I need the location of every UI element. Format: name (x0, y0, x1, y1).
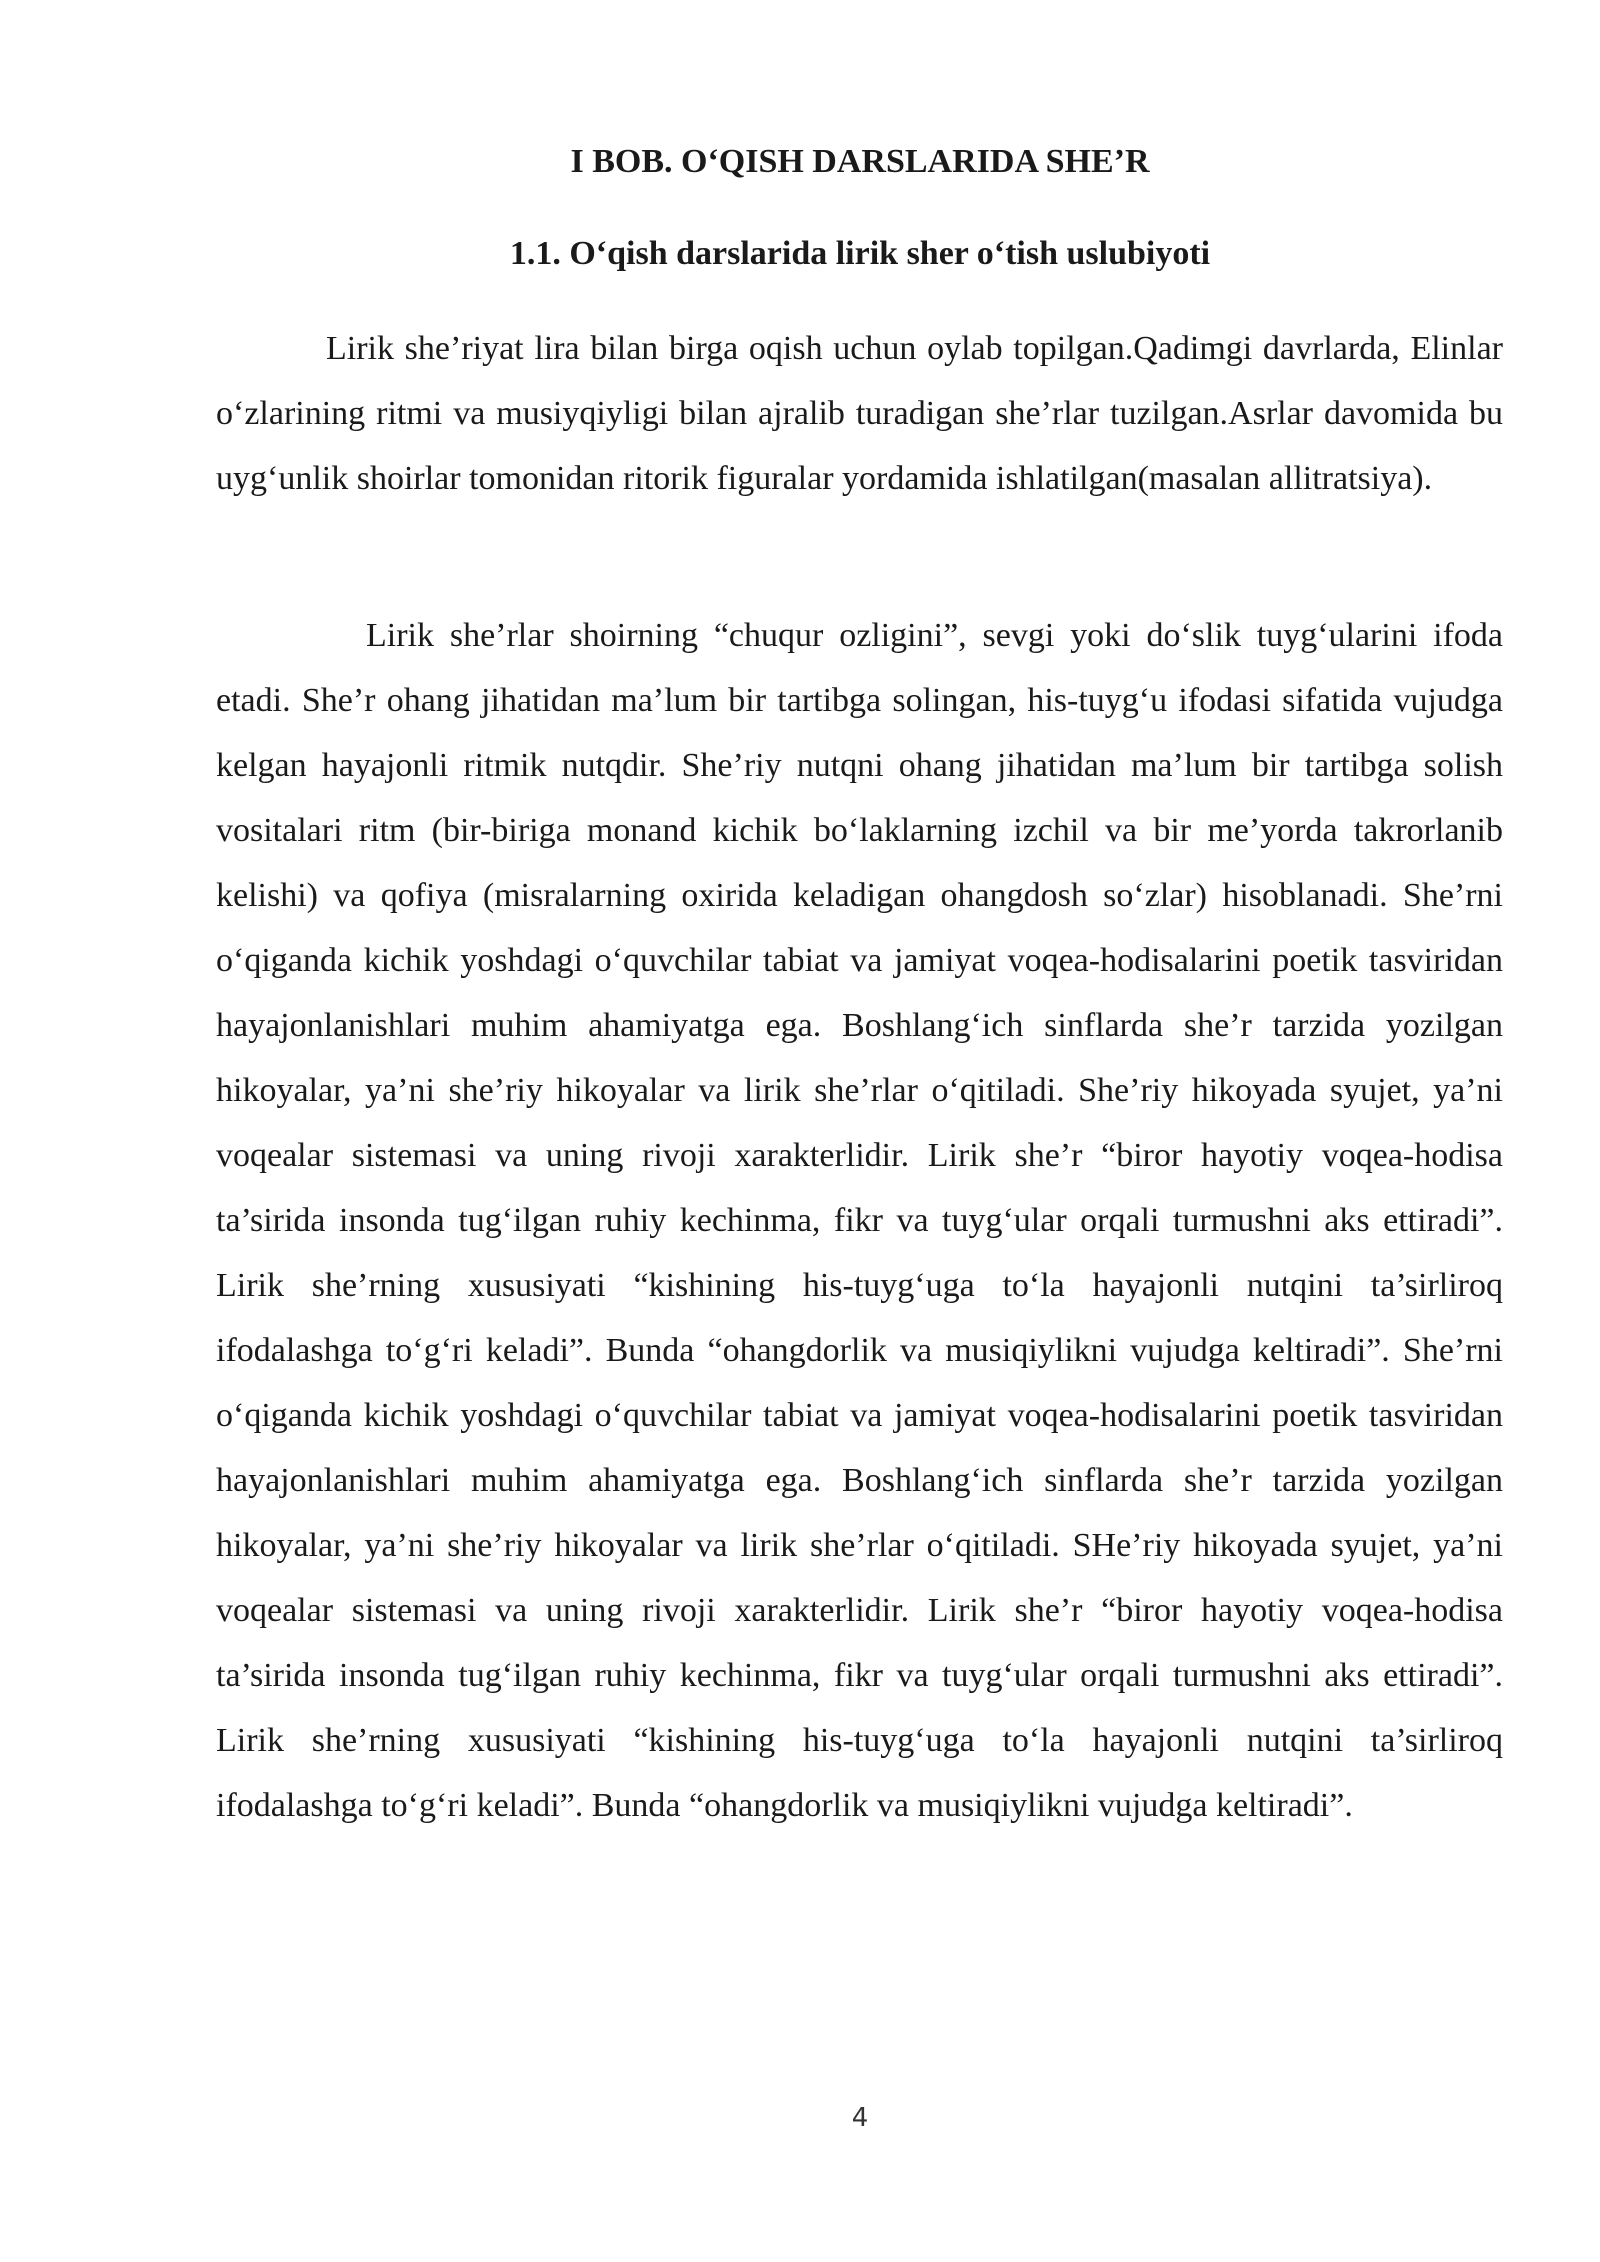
section-title: 1.1. O‘qish darslarida lirik sher o‘tish uslubiyoti (509, 235, 1211, 272)
chapter-title: I BOB. O‘QISH DARSLARIDA SHE’R (570, 143, 1150, 180)
paragraph-2: Lirik she’rlar shoirning “chuqur ozligini”, sevgi yoki do‘slik tuyg‘ularini ifoda etadi. She’r ohang jihatidan ma’lum bir tartibga solingan, his-tuyg‘u ifodasi sifatida vujudga kelgan hayajonli ritmik nutqdir. She’riy nutqni ohang jihatidan ma’lum bir tartibga solish vositalari ritm (bir-biriga monand kichik bo‘laklarning izchil va bir me’yorda takrorlanib kelishi) va qofiya (misralarning oxirida keladigan ohangdosh so‘zlar) hisoblanadi. She’rni o‘qiganda kichik yoshdagi o‘quvchilar tabiat va jamiyat voqea-hodisalarini poetik tasviridan hayajonlanishlari muhim ahamiyatga ega. Boshlang‘ich sinflarda she’r tarzida yozilgan hikoyalar, ya’ni she’riy hikoyalar va lirik she’rlar o‘qitiladi. She’riy hikoyada syujet, ya’ni voqealar sistemasi va uning rivoji xarakterlidir. Lirik she’r “biror hayotiy voqea-hodisa ta’sirida insonda tug‘ilgan ruhiy kechinma, fikr va tuyg‘ular orqali turmushni aks ettiradi”. Lirik she’rning xususiyati “kishining his-tuyg‘uga to‘la hayajonli nutqini ta’sirliroq ifodalashga to‘g‘ri keladi”. Bunda “ohangdorlik va musiqiylikni vujudga keltiradi”. She’rni o‘qiganda kichik yoshdagi o‘quvchilar tabiat va jamiyat voqea-hodisalarini poetik tasviridan hayajonlanishlari muhim ahamiyatga ega. Boshlang‘ich sinflarda she’r tarzida yozilgan hikoyalar, ya’ni she’riy hikoyalar va lirik she’rlar o‘qitiladi. SHe’riy hikoyada syujet, ya’ni voqealar sistemasi va uning rivoji xarakterlidir. Lirik she’r “biror hayotiy voqea-hodisa ta’sirida insonda tug‘ilgan ruhiy kechinma, fikr va tuyg‘ular orqali turmushni aks ettiradi”. Lirik she’rning xususiyati “kishining his-tuyg‘uga to‘la hayajonli nutqini ta’sirliroq ifodalashga to‘g‘ri keladi”. Bunda “ohangdorlik va musiqiylikni vujudga keltiradi”. (216, 617, 1503, 1824)
paragraph-1: Lirik she’riyat lira bilan birga oqish uchun oylab topilgan.Qadimgi davrlarda, Elinlar o‘zlarining ritmi va musiyqiyligi bilan ajralib turadigan she’rlar tuzilgan.Asrlar davomida bu uyg‘unlik shoirlar tomonidan ritorik figuralar yordamida ishlatilgan(masalan allitratsiya). (216, 330, 1503, 497)
page-number: 4 (851, 2103, 869, 2133)
